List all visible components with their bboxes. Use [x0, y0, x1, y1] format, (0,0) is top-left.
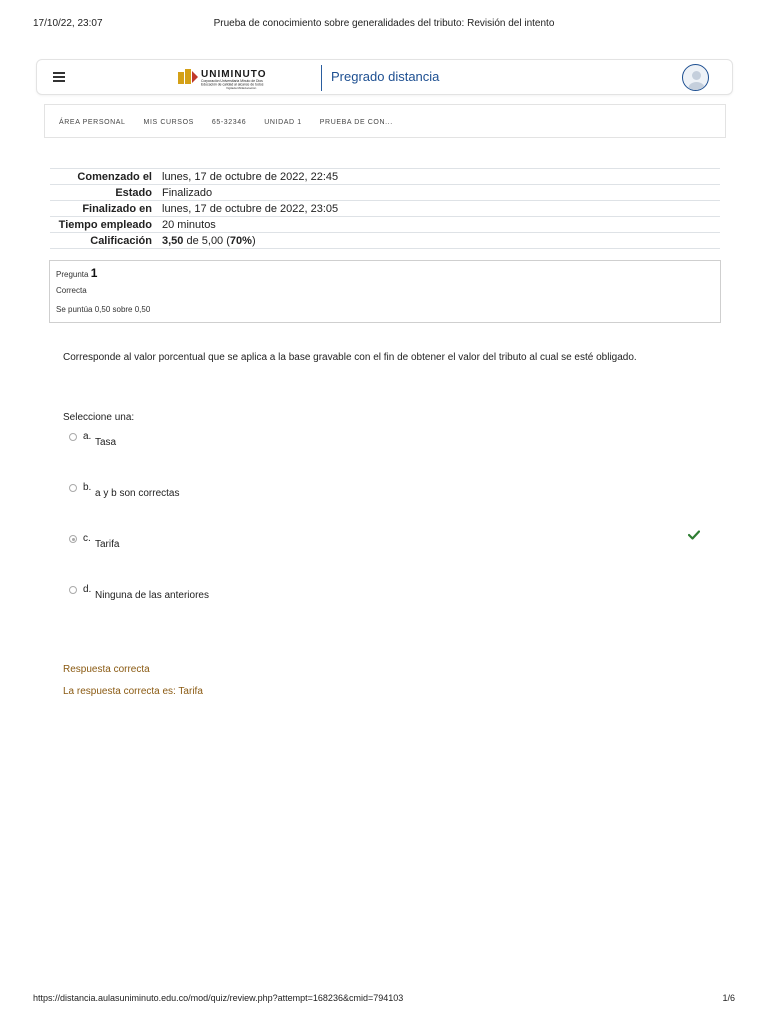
right-answer-text: La respuesta correcta es: Tarifa	[63, 686, 203, 697]
print-header	[0, 18, 768, 32]
summary-row	[50, 217, 720, 233]
summary-row	[50, 169, 720, 185]
grade-score: 3,50	[162, 234, 184, 247]
feedback-text: Respuesta correcta	[63, 664, 150, 675]
uniminuto-logo[interactable]	[178, 66, 323, 90]
attempt-summary-table	[50, 168, 720, 249]
question-number-label: Pregunta	[56, 270, 89, 279]
answer-option-b[interactable]	[68, 482, 708, 500]
question-state: Correcta	[56, 286, 87, 295]
brand-subtitle: Pregrado distancia	[331, 69, 440, 84]
option-text: Tasa	[95, 437, 117, 448]
option-letter: b.	[83, 482, 92, 493]
question-grade: Se puntúa 0,50 sobre 0,50	[56, 305, 151, 314]
radio-button-selected[interactable]	[69, 535, 77, 543]
summary-label: Finalizado en	[82, 202, 152, 215]
summary-label: Tiempo empleado	[58, 218, 152, 231]
summary-row-grade	[50, 233, 720, 249]
answer-option-a[interactable]	[68, 431, 708, 449]
summary-row	[50, 185, 720, 201]
breadcrumb-item-unidad[interactable]: UNIDAD 1	[264, 119, 302, 126]
grade-value	[158, 233, 720, 249]
logo-tagline-2: Educación de calidad al alcance de todos	[201, 82, 264, 87]
question-number	[56, 266, 714, 280]
option-letter: d.	[83, 584, 92, 595]
hamburger-icon[interactable]	[53, 72, 65, 82]
answer-option-c[interactable]	[68, 533, 708, 551]
summary-value: lunes, 17 de octubre de 2022, 23:05	[162, 202, 339, 215]
user-avatar-icon[interactable]	[682, 64, 709, 91]
option-text: Ninguna de las anteriores	[95, 590, 209, 601]
summary-value: lunes, 17 de octubre de 2022, 22:45	[162, 170, 339, 183]
logo-text: UNIMINUTO	[201, 69, 267, 80]
page-number: 1/6	[722, 993, 735, 1003]
print-url: https://distancia.aulasuniminuto.edu.co/mod/quiz/review.php?attempt=168236&cmid=794103	[33, 993, 404, 1003]
question-number-value: 1	[90, 266, 98, 280]
summary-label: Comenzado el	[77, 170, 152, 183]
print-footer	[0, 993, 768, 1007]
summary-label: Estado	[115, 186, 152, 199]
radio-button[interactable]	[69, 586, 77, 594]
option-letter: a.	[83, 431, 92, 442]
breadcrumb-item-quiz[interactable]: PRUEBA DE CON...	[319, 119, 393, 126]
summary-value: 20 minutos	[162, 218, 216, 231]
print-page-title: Prueba de conocimiento sobre generalidades del tributo: Revisión del intento	[213, 18, 555, 29]
question-info-box	[49, 260, 721, 323]
radio-button[interactable]	[69, 433, 77, 441]
question-text: Corresponde al valor porcentual que se aplica a la base gravable con el fin de obtener el valor del tributo al cual se esté obligado.	[63, 352, 637, 363]
option-text: Tarifa	[95, 539, 120, 550]
answer-prompt: Seleccione una:	[63, 412, 135, 423]
breadcrumb-item-mis-cursos[interactable]: MIS CURSOS	[143, 119, 194, 126]
grade-mid: de 5,00 (	[183, 234, 230, 247]
grade-label: Calificación	[90, 234, 152, 247]
summary-row	[50, 201, 720, 217]
grade-end: )	[251, 234, 256, 247]
logo-tagline-1: Corporación Universitaria Minuto de Dios	[201, 79, 263, 83]
logo-emblem-icon	[178, 69, 198, 84]
option-letter: c.	[83, 533, 91, 544]
logo-divider	[321, 65, 322, 91]
answer-option-d[interactable]	[68, 584, 708, 602]
print-datetime: 17/10/22, 23:07	[33, 18, 103, 29]
top-navbar	[36, 59, 733, 95]
option-text: a y b son correctas	[95, 488, 180, 499]
radio-button[interactable]	[69, 484, 77, 492]
checkmark-icon	[688, 530, 700, 540]
summary-value: Finalizado	[162, 186, 213, 199]
breadcrumb-item-course[interactable]: 65-32346	[211, 119, 247, 126]
logo-tagline-3: Vigilada MinEducación	[226, 86, 257, 90]
breadcrumb	[44, 104, 726, 138]
grade-percent: 70%	[229, 234, 252, 247]
breadcrumb-item-area-personal[interactable]: ÁREA PERSONAL	[59, 119, 126, 126]
